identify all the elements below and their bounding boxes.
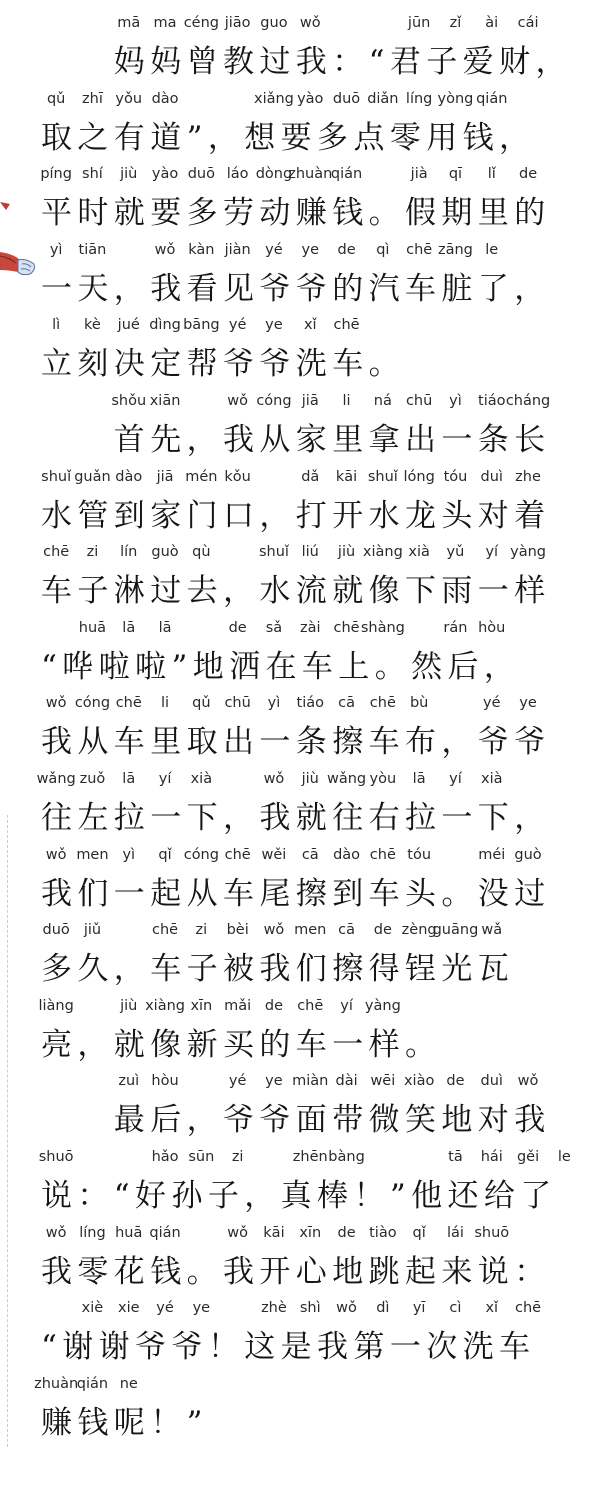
pinyin-syllable: ye: [265, 1073, 283, 1090]
pinyin-syllable: wǒ: [45, 695, 67, 712]
pinyin-syllable: yí: [449, 771, 462, 787]
pinyin-syllable: liàng: [38, 997, 74, 1014]
pinyin-syllable: qù: [192, 544, 211, 561]
text-line: [0, 466, 600, 541]
pinyin-syllable: wǒ: [263, 771, 285, 787]
hanzi-line: 立刻决定帮爷爷洗车。: [41, 346, 405, 383]
pinyin-syllable: qián: [330, 166, 363, 183]
hanzi-line: 亮，就像新买的车一样。: [41, 1026, 442, 1063]
pinyin-syllable: sūn: [188, 1149, 215, 1165]
pinyin-syllable: qǐ: [412, 1224, 426, 1241]
pinyin-syllable: xiè: [81, 1300, 104, 1317]
pinyin-syllable: shàng: [360, 619, 405, 636]
pinyin-syllable: shuō: [38, 1149, 74, 1165]
pinyin-syllable: chē: [406, 241, 433, 258]
pinyin-syllable: zi: [231, 1149, 244, 1165]
pinyin-syllable: dào: [115, 468, 143, 485]
pinyin-syllable: xīn: [299, 1224, 322, 1241]
pinyin-syllable: cì: [449, 1300, 462, 1317]
hanzi-line: 平时就要多劳动赚钱。假期里的: [41, 195, 551, 232]
pinyin-syllable: ài: [485, 15, 499, 31]
pinyin-syllable: cā: [338, 922, 355, 939]
pinyin-syllable: zhè: [261, 1300, 287, 1317]
pinyin-syllable: zài: [299, 619, 321, 636]
pinyin-syllable: yé: [156, 1300, 174, 1317]
pinyin-syllable: xià: [481, 771, 503, 787]
pinyin-syllable: kè: [84, 317, 101, 334]
pinyin-syllable: li: [342, 393, 351, 409]
pinyin-syllable: yé: [228, 1073, 247, 1090]
pinyin-syllable: yí: [485, 544, 499, 561]
pinyin-syllable: guǎn: [74, 468, 111, 485]
pinyin-syllable: zi: [195, 922, 208, 939]
pinyin-syllable: qì: [376, 241, 390, 258]
pinyin-syllable: cā: [338, 695, 355, 712]
pinyin-syllable: cháng: [505, 393, 551, 409]
pinyin-syllable: zuǒ: [79, 771, 106, 787]
pinyin-syllable: guo: [260, 15, 288, 31]
pinyin-syllable: chē: [115, 695, 142, 712]
pinyin-syllable: wǒ: [227, 1224, 249, 1241]
pinyin-syllable: xiǎng: [253, 90, 294, 107]
pinyin-syllable: jūn: [407, 15, 431, 31]
hanzi-line: “哗啦啦”地洒在车上。然后，: [41, 648, 521, 685]
pinyin-syllable: zhuàn: [34, 1375, 79, 1392]
pinyin-syllable: le: [557, 1149, 571, 1165]
hanzi-line: 往左拉一下，我就往右拉一下，: [41, 800, 551, 836]
pinyin-syllable: xià: [408, 544, 430, 561]
pinyin-syllable: shuǐ: [258, 544, 289, 561]
hanzi-line: 取之有道”，想要多点零用钱，: [41, 119, 536, 156]
pinyin-syllable: sǎ: [265, 619, 283, 636]
pinyin-syllable: zhuàn: [288, 166, 333, 183]
pinyin-syllable: le: [485, 241, 499, 258]
pinyin-syllable: chē: [297, 997, 324, 1014]
pinyin-syllable: de: [446, 1073, 465, 1090]
pinyin-syllable: guò: [151, 544, 179, 561]
pinyin-syllable: bù: [409, 695, 429, 712]
pinyin-syllable: de: [337, 241, 356, 258]
pinyin-syllable: men: [76, 846, 109, 863]
pinyin-syllable: shuō: [474, 1224, 510, 1241]
pinyin-syllable: rán: [443, 619, 468, 636]
pinyin-syllable: yì: [122, 846, 136, 863]
pinyin-syllable: wǎng: [36, 771, 76, 787]
pinyin-syllable: yàng: [510, 544, 546, 561]
pinyin-syllable: wēi: [370, 1073, 396, 1090]
text-line: [0, 541, 600, 616]
pinyin-syllable: jiàn: [224, 241, 251, 258]
pinyin-syllable: lóng: [403, 468, 435, 485]
hanzi-line: 我们一起从车尾擦到车头。没过: [41, 875, 551, 912]
pinyin-syllable: ma: [153, 15, 177, 31]
pinyin-syllable: yǒu: [115, 90, 143, 107]
pinyin-syllable: kāi: [335, 468, 358, 485]
pinyin-syllable: tiáo: [296, 695, 324, 712]
pinyin-syllable: chē: [43, 544, 70, 561]
pinyin-syllable: lín: [120, 544, 138, 561]
pinyin-syllable: ne: [119, 1375, 138, 1392]
hanzi-line: “谢谢爷爷！这是我第一次洗车: [41, 1329, 536, 1366]
pinyin-syllable: yì: [449, 393, 462, 409]
pinyin-syllable: bāng: [183, 317, 220, 334]
text-line: [0, 1146, 600, 1221]
pinyin-syllable: qián: [149, 1224, 181, 1241]
pinyin-syllable: qǔ: [192, 695, 211, 712]
pinyin-syllable: wǒ: [517, 1073, 539, 1090]
pinyin-syllable: wǎng: [326, 771, 367, 787]
pinyin-syllable: zhī: [82, 90, 103, 107]
hanzi-line: 我从车里取出一条擦车布，爷爷: [41, 724, 551, 761]
text-line: [0, 692, 600, 767]
pinyin-syllable: tiào: [369, 1224, 397, 1241]
pinyin-syllable: lái: [446, 1224, 464, 1241]
pinyin-syllable: chū: [405, 393, 433, 409]
pinyin-syllable: mén: [185, 468, 218, 485]
pinyin-syllable: yí: [340, 997, 353, 1014]
pinyin-syllable: qǐ: [158, 846, 172, 863]
pinyin-syllable: lì: [52, 317, 61, 334]
pinyin-syllable: huā: [115, 1224, 143, 1241]
text-line: [0, 12, 600, 87]
hanzi-line: 首先，我从家里拿出一条长: [41, 422, 551, 458]
pinyin-syllable: qián: [476, 90, 508, 107]
pinyin-syllable: chē: [333, 619, 360, 636]
text-line: [0, 768, 600, 843]
pinyin-syllable: de: [337, 1224, 356, 1241]
pinyin-syllable: xià: [190, 771, 213, 787]
text-line: [0, 163, 600, 238]
hanzi-line: 一天，我看见爷爷的汽车脏了，: [41, 270, 551, 307]
pinyin-syllable: píng: [40, 166, 72, 183]
pinyin-syllable: kǒu: [224, 468, 251, 485]
pinyin-syllable: zhe: [515, 468, 541, 485]
pinyin-syllable: hǎo: [151, 1149, 179, 1165]
pinyin-syllable: dòng: [255, 166, 293, 183]
pinyin-syllable: lā: [158, 619, 172, 636]
pinyin-syllable: qián: [76, 1375, 109, 1392]
pinyin-syllable: ye: [265, 317, 283, 334]
pinyin-syllable: líng: [405, 90, 433, 107]
text-line: [0, 919, 600, 994]
pinyin-syllable: xiàng: [145, 997, 185, 1014]
pinyin-syllable: jiù: [120, 166, 138, 183]
pinyin-syllable: yì: [267, 695, 281, 712]
pinyin-syllable: xǐ: [303, 317, 317, 334]
text-line: [0, 390, 600, 465]
pinyin-syllable: xīn: [190, 997, 213, 1014]
pinyin-syllable: kāi: [263, 1224, 285, 1241]
pinyin-syllable: de: [264, 997, 283, 1014]
pinyin-syllable: wǎ: [481, 922, 503, 939]
pinyin-syllable: láo: [226, 166, 249, 183]
pinyin-syllable: zāng: [437, 241, 473, 258]
pinyin-syllable: zǐ: [449, 15, 462, 31]
pinyin-syllable: hái: [480, 1149, 503, 1165]
pinyin-syllable: shí: [82, 166, 103, 183]
pinyin-syllable: de: [373, 922, 392, 939]
pinyin-syllable: yī: [412, 1300, 426, 1317]
hanzi-line: 多久，车子被我们擦得锃光瓦: [41, 951, 515, 988]
pinyin-syllable: yé: [265, 241, 283, 258]
pinyin-syllable: yào: [297, 90, 324, 107]
pinyin-syllable: jiā: [156, 468, 174, 485]
pinyin-syllable: cái: [517, 15, 539, 31]
pinyin-syllable: shì: [299, 1300, 321, 1317]
pinyin-syllable: kàn: [188, 241, 215, 258]
pinyin-syllable: qī: [448, 166, 463, 183]
pinyin-syllable: ye: [192, 1300, 211, 1317]
pinyin-syllable: wǒ: [227, 393, 249, 409]
pinyin-syllable: zuì: [118, 1073, 140, 1090]
pinyin-syllable: chē: [333, 317, 360, 334]
pinyin-syllable: huā: [78, 619, 107, 636]
pinyin-syllable: guāng: [432, 922, 479, 939]
pinyin-syllable: duì: [480, 468, 503, 485]
pinyin-syllable: tā: [448, 1149, 463, 1165]
hanzi-line: 车子淋过去，水流就像下雨一样: [41, 573, 551, 610]
pinyin-syllable: dào: [333, 846, 361, 863]
pinyin-syllable: chē: [224, 846, 251, 863]
pinyin-syllable: ye: [301, 241, 320, 258]
pinyin-syllable: jiǔ: [83, 922, 102, 939]
pinyin-syllable: yòng: [437, 90, 474, 107]
pinyin-syllable: jué: [117, 317, 140, 334]
pinyin-syllable: wǒ: [154, 241, 176, 258]
pinyin-syllable: diǎn: [367, 90, 399, 107]
pinyin-syllable: yí: [158, 771, 172, 787]
pinyin-syllable: miàn: [292, 1073, 329, 1090]
text-line: [0, 314, 600, 389]
pinyin-syllable: duō: [187, 166, 215, 183]
pinyin-syllable: yàng: [364, 997, 401, 1014]
pinyin-syllable: xiào: [403, 1073, 435, 1090]
pinyin-syllable: mǎi: [224, 997, 252, 1014]
pinyin-syllable: hòu: [151, 1073, 179, 1090]
pinyin-syllable: li: [161, 695, 170, 712]
pinyin-syllable: chē: [515, 1300, 542, 1317]
text-line: [0, 844, 600, 919]
pinyin-syllable: dì: [376, 1300, 390, 1317]
pinyin-syllable: jiā: [301, 393, 319, 409]
pinyin-syllable: shuǐ: [41, 468, 72, 485]
pinyin-syllable: dìng: [149, 317, 181, 334]
pinyin-syllable: lā: [122, 771, 136, 787]
pinyin-syllable: dào: [151, 90, 179, 107]
pinyin-syllable: líng: [79, 1224, 106, 1241]
pinyin-syllable: tiān: [78, 241, 107, 258]
pinyin-syllable: zhēn: [292, 1149, 328, 1165]
pinyin-syllable: jiù: [120, 997, 138, 1014]
pinyin-syllable: cóng: [183, 846, 219, 863]
pinyin-syllable: bàng: [328, 1149, 365, 1165]
hanzi-line: 说：“好孙子，真棒！”他还给了: [41, 1178, 557, 1214]
hanzi-line: 最后，爷爷面带微笑地对我: [41, 1102, 551, 1139]
pinyin-syllable: méi: [478, 846, 506, 863]
pinyin-syllable: wǒ: [263, 922, 285, 939]
pinyin-syllable: wǒ: [336, 1300, 357, 1317]
pinyin-syllable: tiáo: [478, 393, 506, 409]
pinyin-syllable: shǒu: [111, 393, 147, 409]
pinyin-syllable: zèng: [401, 922, 437, 939]
hanzi-line: 妈妈曾教过我：“君子爱财，: [41, 44, 572, 80]
pinyin-syllable: zi: [86, 544, 99, 561]
pinyin-syllable: duì: [480, 1073, 503, 1090]
text-line: [0, 1222, 600, 1297]
pinyin-syllable: chū: [224, 695, 251, 712]
pinyin-syllable: tóu: [407, 846, 432, 863]
pinyin-syllable: yòu: [369, 771, 397, 787]
text-line: [0, 1070, 600, 1145]
pinyin-syllable: cā: [301, 846, 319, 863]
pinyin-syllable: jiù: [301, 771, 319, 787]
pinyin-syllable: yǔ: [446, 544, 465, 561]
pinyin-syllable: jiāo: [224, 15, 251, 31]
pinyin-syllable: wǒ: [299, 15, 321, 31]
text-line: [0, 1297, 600, 1372]
pinyin-syllable: mā: [117, 15, 141, 31]
pinyin-syllable: duō: [332, 90, 361, 107]
pinyin-syllable: dǎ: [301, 468, 320, 485]
pinyin-syllable: chē: [369, 695, 396, 712]
pinyin-syllable: yào: [151, 166, 179, 183]
text-line: [0, 995, 600, 1070]
pinyin-syllable: chē: [152, 922, 179, 939]
pinyin-syllable: chē: [369, 846, 396, 863]
pinyin-syllable: wǒ: [45, 846, 67, 863]
hanzi-line: 赚钱呢！”: [41, 1404, 208, 1441]
pinyin-syllable: wěi: [261, 846, 287, 863]
text-line: [0, 617, 600, 692]
pinyin-syllable: qǔ: [46, 90, 66, 107]
pinyin-syllable: yé: [482, 695, 501, 712]
text-line: [0, 88, 600, 163]
pinyin-syllable: yé: [228, 317, 247, 334]
pinyin-syllable: xǐ: [485, 1300, 499, 1317]
pinyin-syllable: cóng: [256, 393, 292, 409]
pinyin-syllable: guò: [514, 846, 542, 863]
pinyin-syllable: de: [228, 619, 247, 636]
pinyin-syllable: de: [518, 166, 538, 183]
pinyin-syllable: xiān: [149, 393, 181, 409]
pinyin-syllable: xie: [117, 1300, 140, 1317]
text-line: [0, 1373, 600, 1448]
pinyin-syllable: xiàng: [362, 544, 403, 561]
pinyin-syllable: shuǐ: [367, 468, 398, 485]
pinyin-syllable: bèi: [226, 922, 249, 939]
pinyin-syllable: wǒ: [45, 1224, 67, 1241]
pinyin-syllable: lǐ: [487, 166, 496, 183]
pinyin-syllable: tóu: [443, 468, 468, 485]
pinyin-syllable: lā: [412, 771, 426, 787]
pinyin-syllable: céng: [183, 15, 219, 31]
pinyin-syllable: liú: [301, 544, 319, 561]
pinyin-syllable: duō: [42, 922, 70, 939]
pinyin-syllable: jià: [410, 166, 428, 183]
pinyin-syllable: gěi: [516, 1149, 540, 1165]
pinyin-syllable: lā: [122, 619, 136, 636]
pinyin-syllable: hòu: [478, 619, 506, 636]
pinyin-syllable: yì: [49, 241, 63, 258]
hanzi-line: 我零花钱。我开心地跳起来说：: [41, 1253, 551, 1290]
pinyin-syllable: cóng: [74, 695, 111, 712]
pinyin-syllable: ná: [373, 393, 392, 409]
pinyin-syllable: men: [294, 922, 327, 939]
pinyin-syllable: jiù: [337, 544, 356, 561]
pinyin-syllable: ye: [519, 695, 537, 712]
text-line: [0, 239, 600, 314]
pinyin-syllable: dài: [335, 1073, 358, 1090]
hanzi-line: 水管到家门口，打开水龙头对着: [41, 497, 551, 534]
